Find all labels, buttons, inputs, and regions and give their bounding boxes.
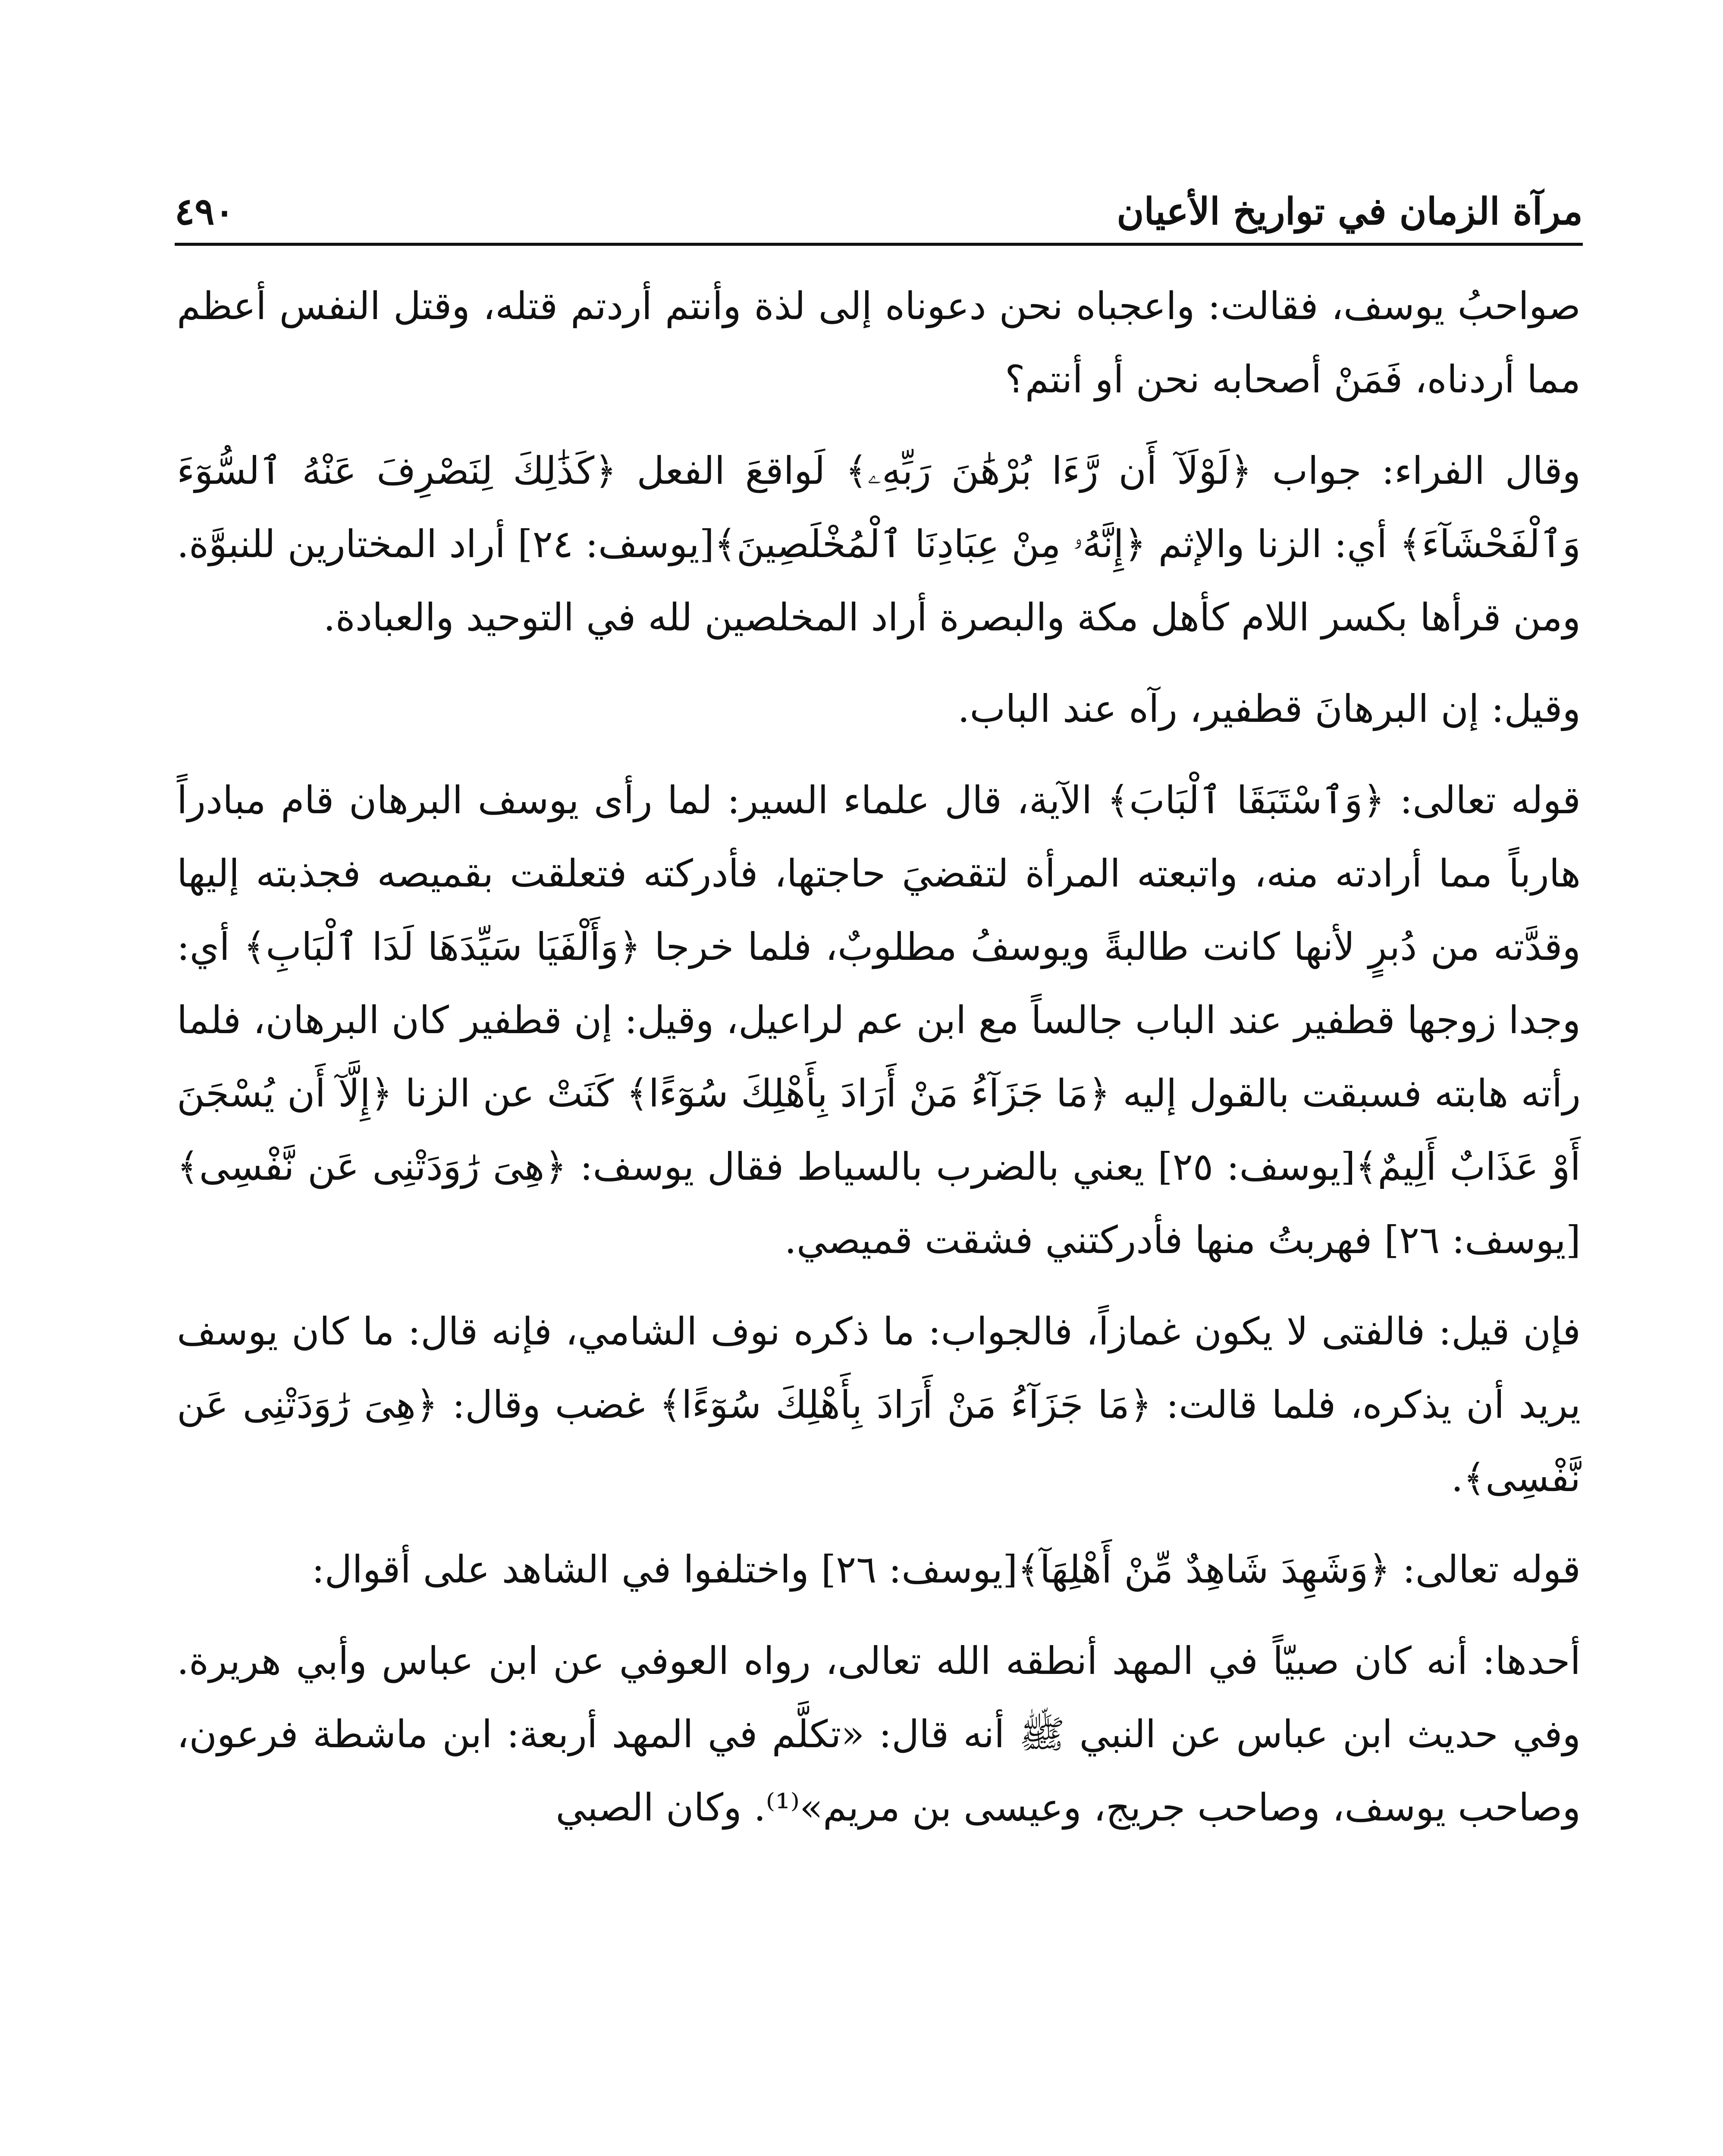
running-title: مرآة الزمان في تواريخ الأعيان [1117, 189, 1583, 233]
paragraph-5: فإن قيل: فالفتى لا يكون غمازاً، فالجواب: ما ذكره نوف الشامي، فإنه قال: ما كان يوسف يريد أن يذكره، فلما قالت: ﴿مَا جَزَآءُ مَنْ أَرَادَ بِأَهْلِكَ سُوٓءًا﴾ غضب وقال: ﴿هِىَ رَٰوَدَتْنِى عَن نَّفْسِى﴾. [177, 1309, 1581, 1500]
page-header [175, 155, 1583, 246]
header-rule [175, 243, 1583, 246]
paragraph-6: قوله تعالى: ﴿وَشَهِدَ شَاهِدٌ مِّنْ أَهْلِهَآ﴾[يوسف: ٢٦] واختلفوا في الشاهد على أقوال: [311, 1547, 1581, 1592]
page-number: ٤٩٠ [175, 189, 235, 233]
main-text [177, 270, 1581, 1862]
paragraph-3: وقيل: إن البرهانَ قطفير، رآه عند الباب. [957, 686, 1581, 731]
paragraph-4: قوله تعالى: ﴿وَٱسْتَبَقَا ٱلْبَابَ﴾ الآية، قال علماء السير: لما رأى يوسف البرهان قام مبادراً هارباً مما أرادته منه، واتبعته المرأة لتقضيَ حاجتها، فأدركته فتعلقت بقميصه فجذبته إليها وقدَّته من دُبرٍ لأنها كانت طالبةً ويوسفُ مطلوبٌ، فلما خرجا ﴿وَأَلْفَيَا سَيِّدَهَا لَدَا ٱلْبَابِ﴾ أي: وجدا زوجها قطفير عند الباب جالساً مع ابن عم لراعيل، وقيل: إن قطفير كان البرهان، فلما رأته هابته فسبقت بالقول إليه ﴿مَا جَزَآءُ مَنْ أَرَادَ بِأَهْلِكَ سُوٓءًا﴾ كَنَتْ عن الزنا ﴿إِلَّآ أَن يُسْجَنَ أَوْ عَذَابٌ أَلِيمٌ﴾[يوسف: ٢٥] يعني بالضرب بالسياط فقال يوسف: ﴿هِىَ رَٰوَدَتْنِى عَن نَّفْسِى﴾[يوسف: ٢٦] فهربتُ منها فأدركتني فشقت قميصي. [177, 778, 1581, 1262]
paragraph-7: أحدها: أنه كان صبيّاً في المهد أنطقه الله تعالى، رواه العوفي عن ابن عباس وأبي هريرة. وفي حديث ابن عباس عن النبي ﷺ أنه قال: «تكلَّم في المهد أربعة: ابن ماشطة فرعون، وصاحب يوسف، وصاحب جريج، وعيسى بن مريم»⁽¹⁾. وكان الصبي [177, 1639, 1581, 1830]
paragraph-1: صواحبُ يوسف، فقالت: واعجباه نحن دعوناه إلى لذة وأنتم أردتم قتله، وقتل النفس أعظم مما أردناه، فَمَنْ أصحابه نحن أو أنتم؟ [177, 284, 1581, 401]
paragraph-2: وقال الفراء: جواب ﴿لَوْلَآ أَن رَّءَا بُرْهَٰنَ رَبِّهِۦ﴾ لَواقعَ الفعل ﴿كَذَٰلِكَ لِنَصْرِفَ عَنْهُ ٱلسُّوٓءَ وَٱلْفَحْشَآءَ﴾ أي: الزنا والإثم ﴿إِنَّهُۥ مِنْ عِبَادِنَا ٱلْمُخْلَصِينَ﴾[يوسف: ٢٤] أراد المختارين للنبوَّة. ومن قرأها بكسر اللام كأهل مكة والبصرة أراد المخلصين لله في التوحيد والعبادة. [177, 448, 1581, 639]
